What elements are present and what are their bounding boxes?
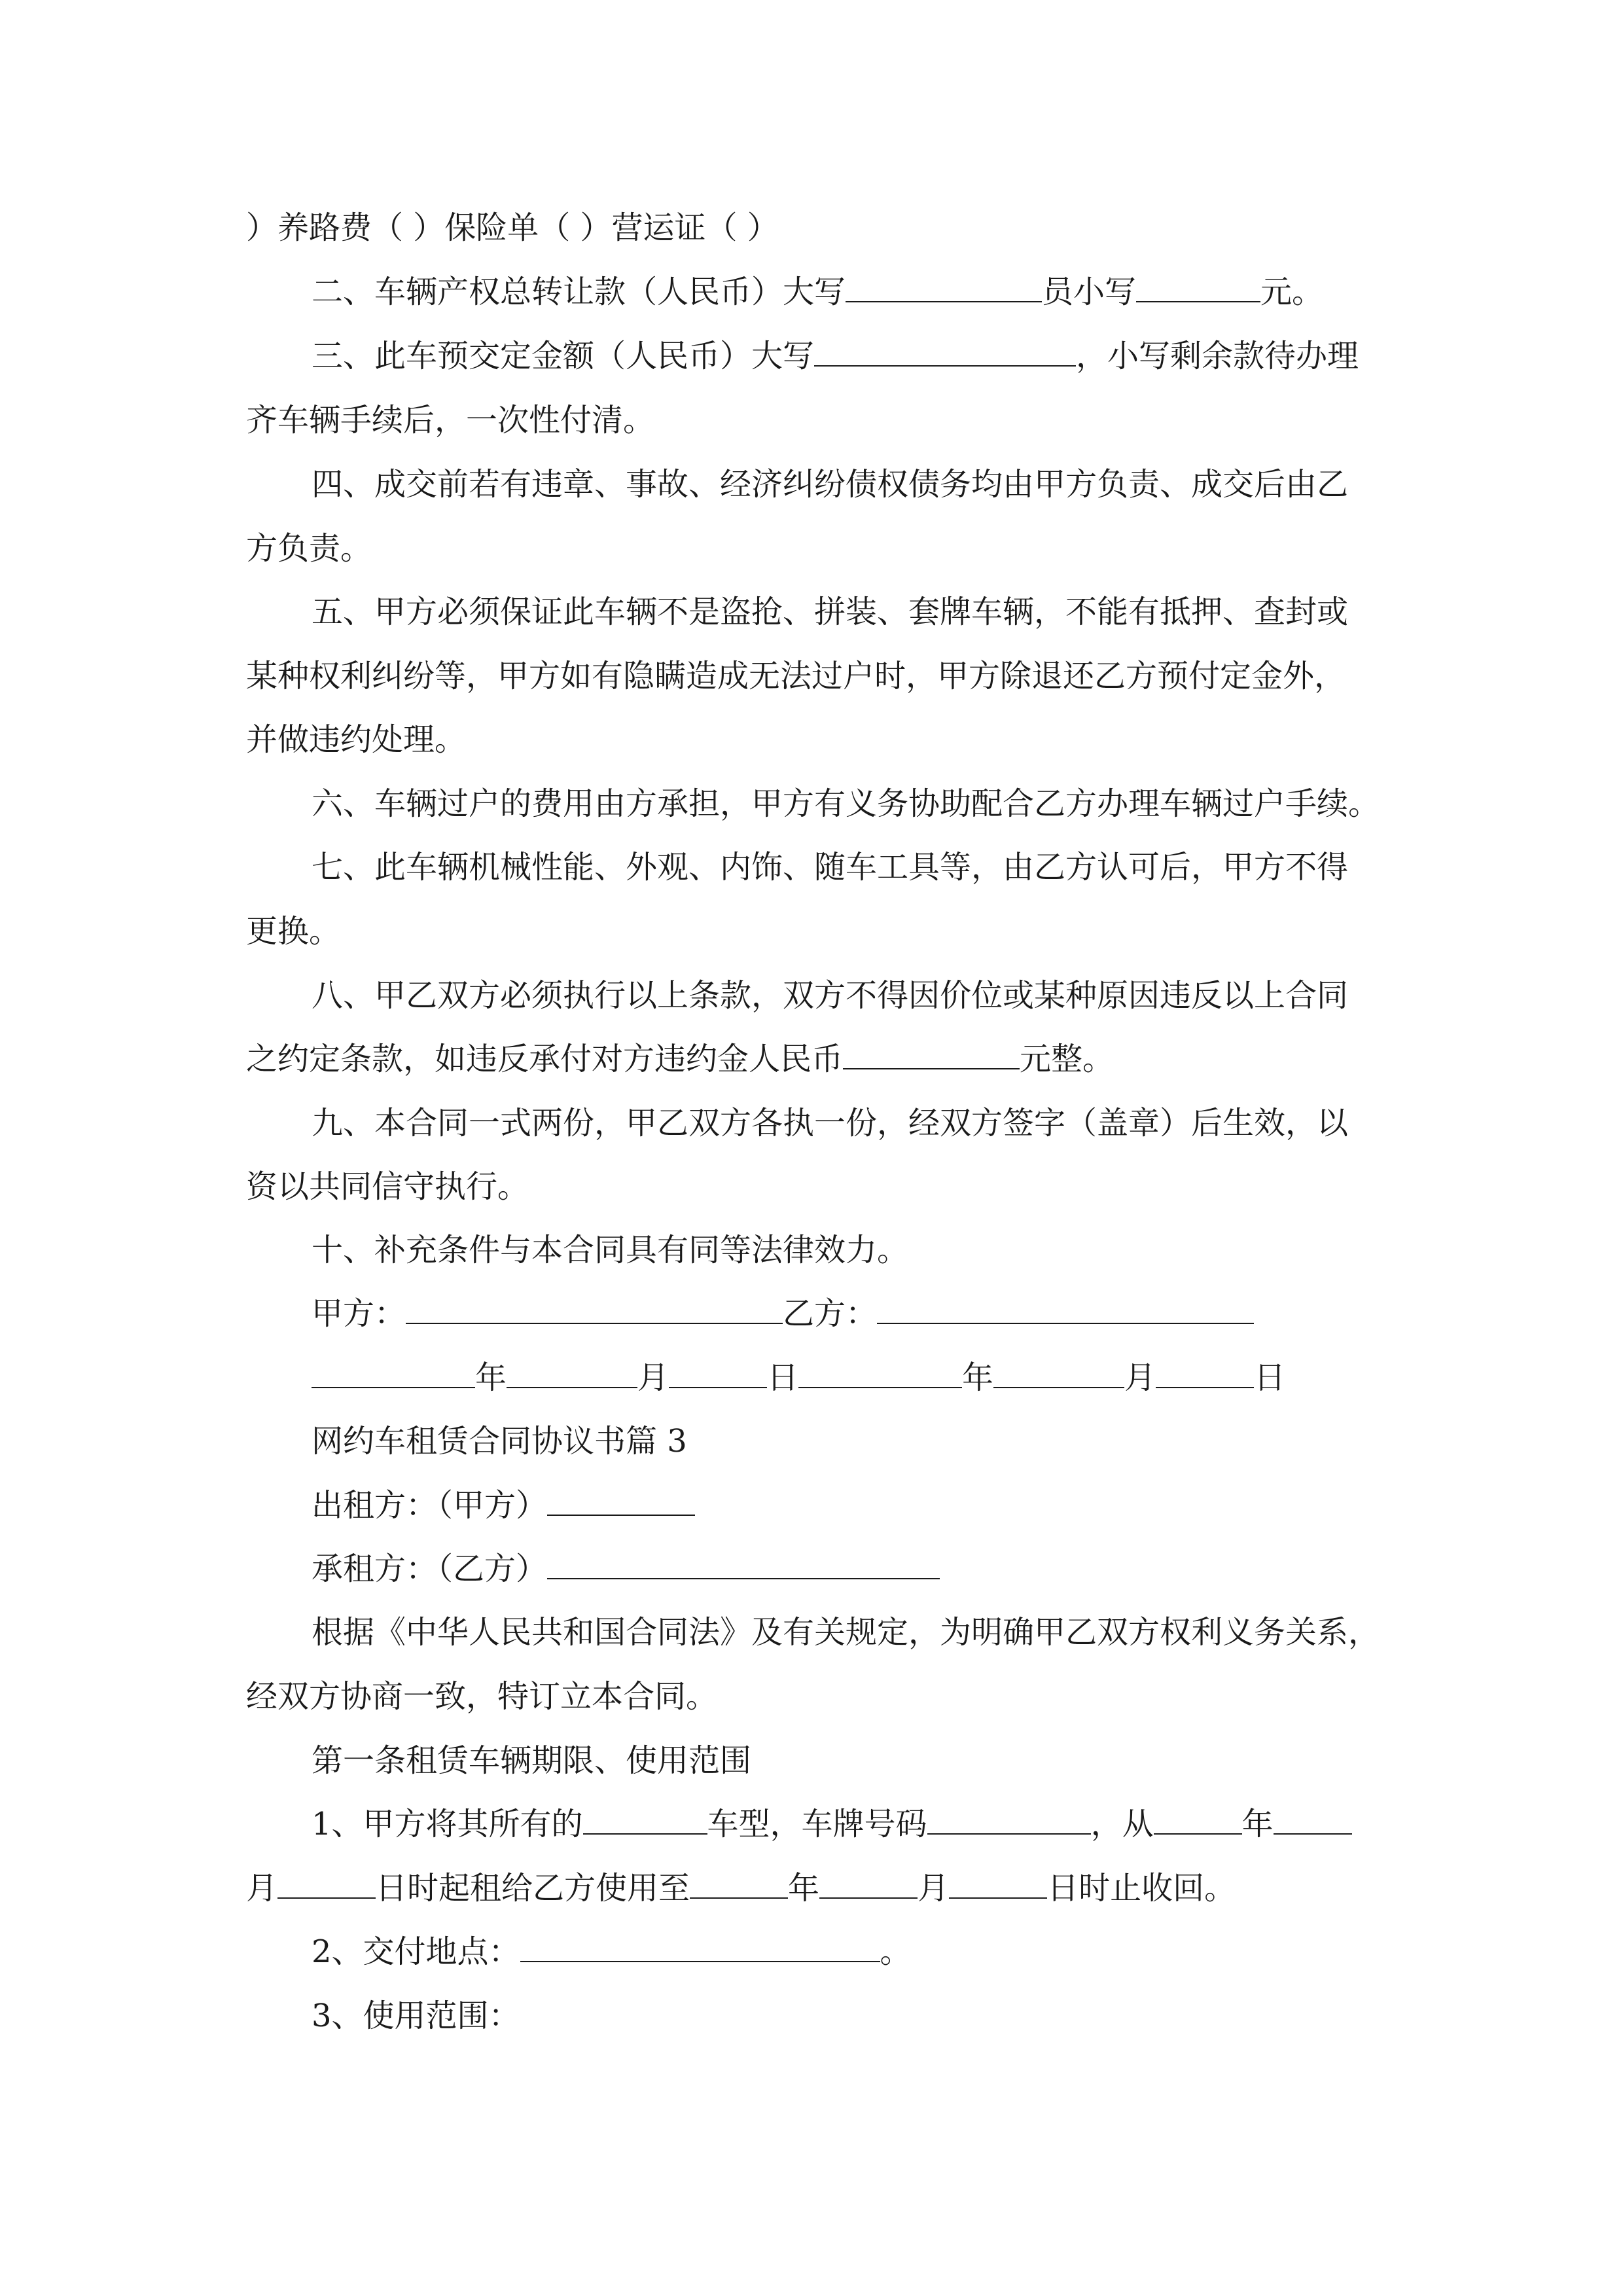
text-line: ）养路费（ ）保险单（ ）营运证（ ） — [246, 209, 779, 246]
year-label: 年 — [788, 1870, 820, 1907]
blank-line — [547, 1486, 695, 1516]
month-label: 月 — [246, 1870, 278, 1907]
text-segment: 二、车辆产权总转让款（人民币）大写 — [312, 274, 846, 310]
blank-line — [1154, 1804, 1242, 1835]
text-line: 七、此车辆机械性能、外观、内饰、随车工具等，由乙方认可后，甲方不得 — [312, 849, 1349, 886]
text-line: 经双方协商一致，特订立本合同。 — [246, 1678, 718, 1715]
blank-line — [814, 336, 1076, 367]
text-line: 五、甲方必须保证此车辆不是盗抢、拼装、套牌车辆，不能有抵押、查封或 — [312, 594, 1349, 630]
month-label: 月 — [637, 1359, 669, 1396]
year-label: 年 — [475, 1359, 507, 1396]
month-label: 月 — [918, 1870, 950, 1907]
text-segment: 三、此车预交定金额（人民币）大写 — [312, 338, 815, 374]
text-line: 某种权利纠纷等，甲方如有隐瞒造成无法过户时，甲方除退还乙方预付定金外， — [246, 658, 1346, 694]
text-segment: 。 — [880, 1933, 912, 1970]
text-segment: 员小写 — [1042, 274, 1137, 310]
blank-line — [669, 1358, 767, 1388]
blank-line — [819, 1869, 918, 1899]
lessee-label: 承租方：（乙方） — [312, 1551, 548, 1587]
text-line: 四、成交前若有违章、事故、经济纠纷债权债务均由甲方负责、成交后由乙 — [312, 466, 1349, 503]
party-b-blank — [877, 1294, 1254, 1324]
text-line: 齐车辆手续后，一次性付清。 — [246, 402, 655, 439]
text-line — [312, 336, 1359, 376]
text-segment: 日时止收回。 — [1047, 1870, 1236, 1907]
text-line: 3、使用范围： — [312, 1998, 520, 2034]
blank-line — [583, 1804, 707, 1835]
year-label: 年 — [1241, 1806, 1274, 1842]
text-segment: 1、甲方将其所有的 — [312, 1806, 583, 1842]
month-label: 月 — [1124, 1359, 1156, 1396]
lessee-line — [312, 1549, 940, 1588]
section-title: 网约车租赁合同协议书篇 3 — [312, 1423, 687, 1460]
blank-line — [1274, 1804, 1352, 1835]
blank-line — [843, 1039, 1020, 1069]
text-line: 六、车辆过户的费用由方承担，甲方有义务协助配合乙方办理车辆过户手续。 — [312, 785, 1380, 822]
blank-line — [1136, 272, 1260, 302]
text-line: 十、补充条件与本合同具有同等法律效力。 — [312, 1232, 909, 1268]
text-line — [246, 1869, 1236, 1908]
text-line: 并做违约处理。 — [246, 721, 467, 758]
text-segment: 车型，车牌号码 — [707, 1806, 927, 1842]
blank-line — [993, 1358, 1124, 1388]
signature-line — [312, 1294, 1254, 1333]
article-heading: 第一条租赁车辆期限、使用范围 — [312, 1742, 752, 1779]
text-segment: ，小写剩余款待办理 — [1076, 338, 1359, 374]
blank-line — [312, 1358, 475, 1388]
blank-line — [1156, 1358, 1254, 1388]
text-segment: 元整。 — [1020, 1041, 1115, 1077]
text-segment: 日时起租给乙方使用至 — [376, 1870, 690, 1907]
text-line: 九、本合同一式两份，甲乙双方各执一份，经双方签字（盖章）后生效，以 — [312, 1105, 1349, 1141]
day-label: 日 — [767, 1359, 799, 1396]
blank-line — [927, 1804, 1091, 1835]
text-line: 更换。 — [246, 913, 341, 950]
blank-line — [690, 1869, 788, 1899]
text-segment: 元。 — [1260, 274, 1324, 310]
lessor-label: 出租方：（甲方） — [312, 1487, 548, 1524]
blank-line — [277, 1869, 376, 1899]
blank-line — [507, 1358, 637, 1388]
day-label: 日 — [1254, 1359, 1286, 1396]
blank-line — [798, 1358, 962, 1388]
party-a-blank — [406, 1294, 783, 1324]
text-segment: ，从 — [1090, 1806, 1154, 1842]
lessor-line — [312, 1486, 695, 1525]
text-line: 方负责。 — [246, 530, 372, 567]
party-a-label: 甲方： — [312, 1295, 406, 1332]
text-line — [312, 1932, 912, 1971]
blank-line — [547, 1549, 940, 1579]
text-line: 八、甲乙双方必须执行以上条款，双方不得因价位或某种原因违反以上合同 — [312, 977, 1349, 1014]
year-label: 年 — [962, 1359, 994, 1396]
blank-line — [520, 1932, 880, 1962]
blank-line — [949, 1869, 1047, 1899]
blank-line — [846, 272, 1042, 302]
text-segment: 之约定条款，如违反承付对方违约金人民币 — [246, 1041, 844, 1077]
text-line — [246, 1039, 1114, 1079]
text-line: 根据《中华人民共和国合同法》及有关规定，为明确甲乙双方权利义务关系， — [312, 1614, 1380, 1651]
text-segment: 2、交付地点： — [312, 1933, 520, 1970]
date-line — [312, 1358, 1285, 1397]
text-line — [312, 272, 1323, 312]
party-b-label: 乙方： — [783, 1295, 878, 1332]
text-line — [312, 1804, 1352, 1844]
text-line: 资以共同信守执行。 — [246, 1168, 529, 1205]
